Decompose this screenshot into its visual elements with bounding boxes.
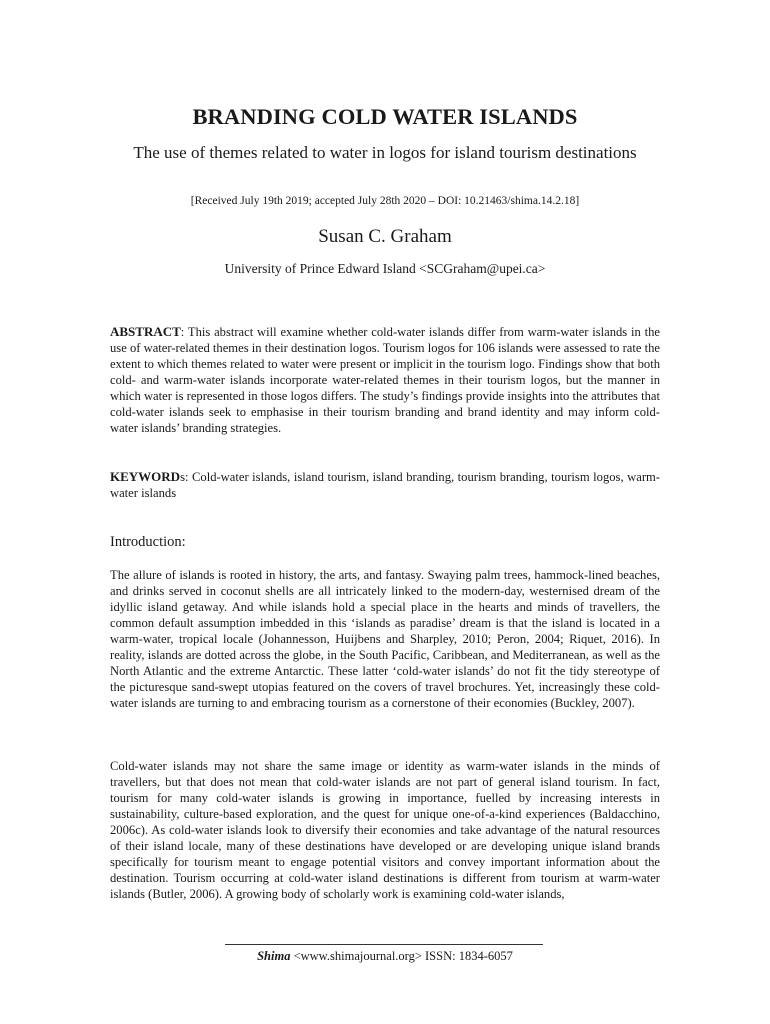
paper-subtitle: The use of themes related to water in logos for island tourism destinations <box>133 143 637 162</box>
footer-divider <box>225 944 543 945</box>
received-line: [Received July 19th 2019; accepted July 28th 2020 – DOI: 10.21463/shima.14.2.18] <box>190 195 580 207</box>
author-affiliation: University of Prince Edward Island <SCGraham@upei.ca> <box>224 261 546 276</box>
page-footer <box>0 949 770 964</box>
introduction-paragraph: The allure of islands is rooted in history, the arts, and fantasy. Swaying palm trees, hammock-lined beaches, and drinks served in coconut shells are all intricately linked to the modern-day, westernised dream of the idyllic island getaway. And while islands hold a special place in the hearts and minds of travellers, the common default assumption imbedded in this ‘islands as paradise’ dream is that the island is located in a warm-water, tropical locale (Johannesson, Huijbens and Sharpley, 2010; Peron, 2004; Riquet, 2016). In reality, islands are dotted across the globe, in the South Pacific, Caribbean, and Mediterranean, as well as the North Atlantic and the extreme Antarctic. These latter ‘cold-water islands’ do not fit the tidy stereotype of the picturesque sand-swept utopias featured on the covers of travel brochures. Yet, increasingly these cold-water islands are turning to and embracing tourism as a cornerstone of their economies (Buckley, 2007). <box>110 568 660 710</box>
footer-journal-info: <www.shimajournal.org> ISSN: 1834-6057 <box>290 949 513 963</box>
abstract-text: : This abstract will examine whether cold-water islands differ from warm-water islands in the use of water-related themes in their destination logos. Tourism logos for 106 islands were assessed to rate the extent to which themes related to water were present or implicit in the tourism logo. Findings show that both cold- and warm-water islands incorporate water-related themes in their tourism logos, but the manner in which water is represented in those logos differs. The study’s findings provide insights into the attributes that cold-water islands seek to emphasise in their tourism branding and brand identity and may inform cold-water islands’ branding strategies. <box>110 325 660 435</box>
footer-journal-name: Shima <box>257 949 291 963</box>
keywords-label: KEYWORD <box>110 469 181 484</box>
introduction-paragraph: Cold-water islands may not share the same image or identity as warm-water islands in the minds of travellers, but that does not mean that cold-water islands are not part of general island tourism. In fact, tourism for many cold-water islands is growing in importance, fuelled by increasing interests in sustainability, culture-based exploration, and the quest for unique one-of-a-kind experiences (Baldacchino, 2006c). As cold-water islands look to diversify their economies and take advantage of the natural resources of their island locale, many of these destinations have developed or are developing unique island brands specifically for tourism meant to engage potential visitors and convey important information about the destination. Tourism occurring at cold-water island destinations is different from tourism at warm-water islands (Butler, 2006). A growing body of scholarly work is examining cold-water islands, <box>110 759 660 901</box>
keywords-text: s: Cold-water islands, island tourism, island branding, tourism branding, tourism logos, warm-water islands <box>110 470 660 500</box>
paper-title: BRANDING COLD WATER ISLANDS <box>192 104 578 129</box>
section-heading-introduction: Introduction: <box>110 534 186 550</box>
abstract-label: ABSTRACT <box>110 324 181 339</box>
abstract <box>110 324 660 437</box>
author-name: Susan C. Graham <box>318 226 452 247</box>
keywords <box>110 469 660 502</box>
